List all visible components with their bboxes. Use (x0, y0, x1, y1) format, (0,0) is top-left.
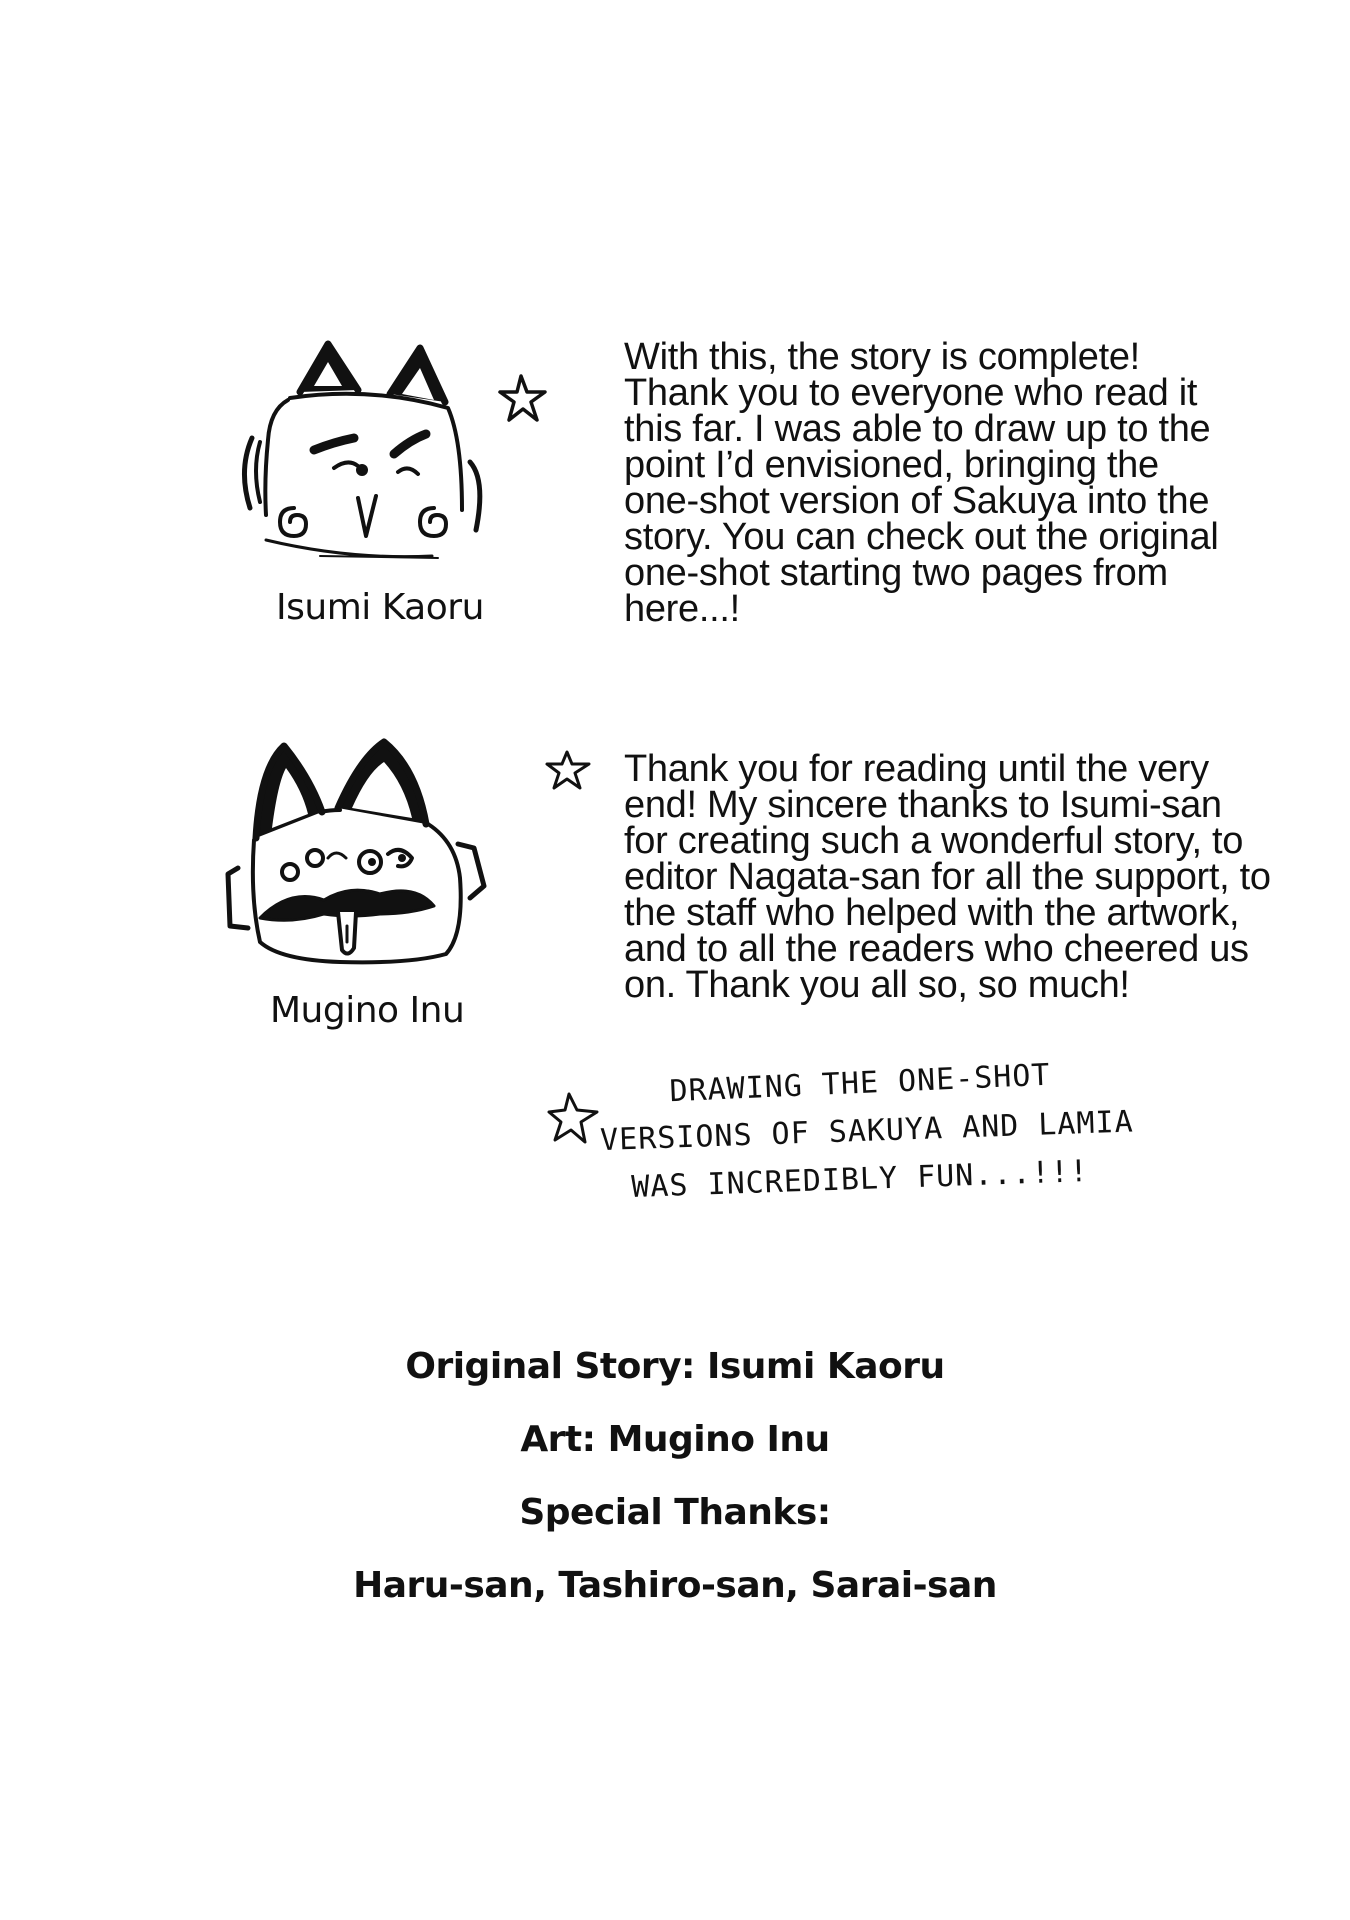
message-line: end! My sincere thanks to Isumi-san (624, 784, 1222, 826)
message-line: the staff who helped with the artwork, (624, 892, 1240, 934)
star-icon (545, 1090, 603, 1148)
note-line: WAS INCREDIBLY FUN...!!! (630, 1154, 1090, 1205)
author-message (624, 336, 1219, 630)
message-line: editor Nagata-san for all the support, to (624, 856, 1271, 898)
note-line: DRAWING THE ONE-SHOT (668, 1057, 1052, 1110)
credits-block (0, 1330, 1350, 1622)
author-name: Mugino Inu (270, 990, 465, 1031)
mugino-inu-avatar-icon (220, 728, 500, 988)
credit-story: Original Story: Isumi Kaoru (405, 1346, 945, 1387)
credit-thanks-names: Haru-san, Tashiro-san, Sarai-san (353, 1565, 997, 1606)
isumi-kaoru-avatar-icon (230, 330, 490, 570)
message-line: here...! (624, 588, 740, 630)
credit-thanks-heading: Special Thanks: (519, 1492, 831, 1533)
handwritten-note (599, 1057, 1135, 1205)
author-name: Isumi Kaoru (276, 587, 484, 628)
message-line: for creating such a wonderful story, to (624, 820, 1244, 862)
credit-art: Art: Mugino Inu (520, 1419, 830, 1460)
message-line: one-shot version of Sakuya into the (624, 480, 1210, 522)
note-line: VERSIONS OF SAKUYA AND LAMIA (599, 1104, 1135, 1159)
message-line: Thank you to everyone who read it (624, 372, 1198, 414)
message-line: this far. I was able to draw up to the (624, 408, 1211, 450)
message-line: story. You can check out the original (624, 516, 1219, 558)
star-icon (495, 372, 551, 428)
message-line: one-shot starting two pages from (624, 552, 1168, 594)
message-line: point I’d envisioned, bringing the (624, 444, 1159, 486)
message-line: and to all the readers who cheered us (624, 928, 1249, 970)
author-message (624, 748, 1271, 1006)
message-line: on. Thank you all so, so much! (624, 964, 1130, 1006)
message-line: Thank you for reading until the very (624, 748, 1209, 790)
message-line: With this, the story is complete! (624, 336, 1140, 378)
star-icon (543, 748, 593, 794)
